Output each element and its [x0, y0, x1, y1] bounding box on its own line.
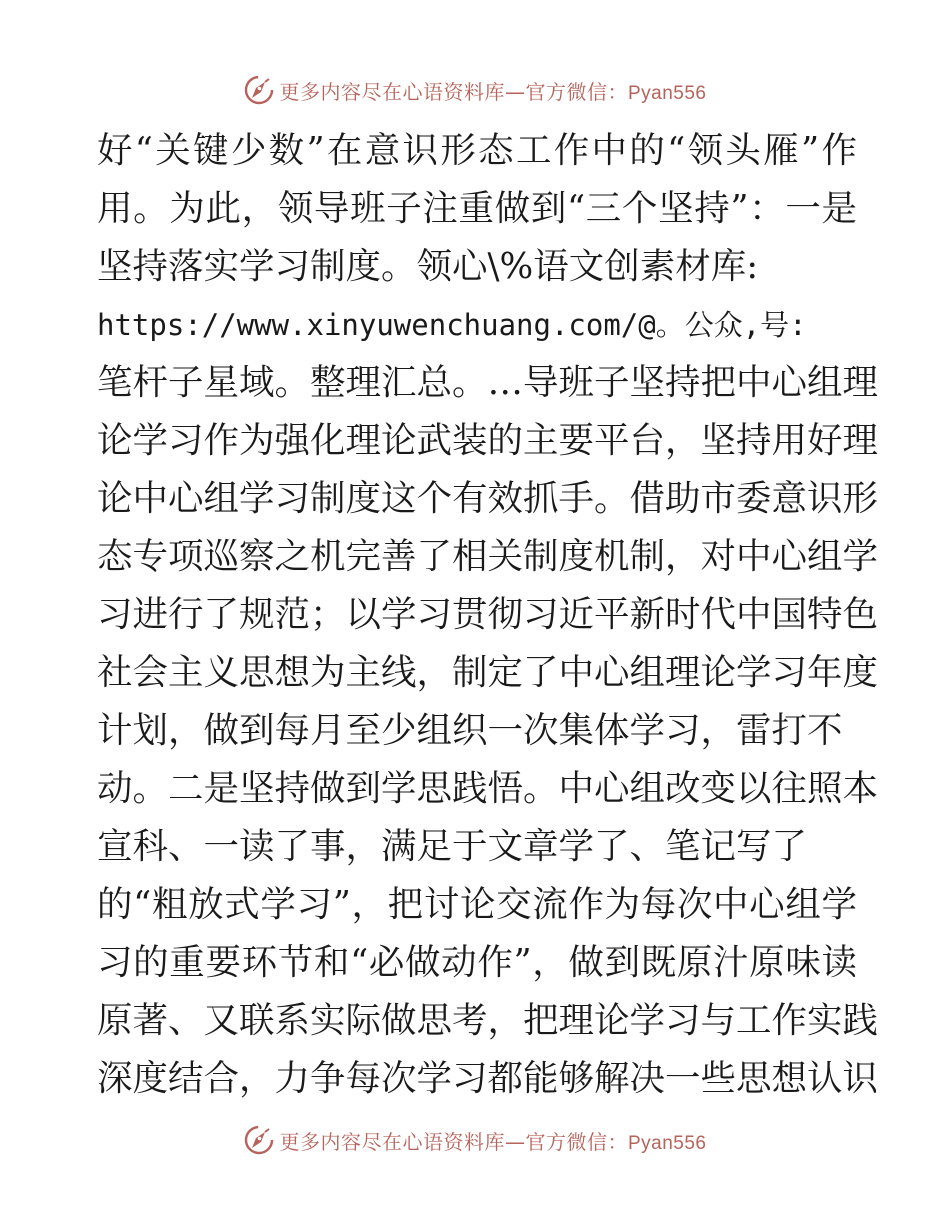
pen-nib-logo-icon: [243, 1124, 275, 1156]
text-line: 坚持落实学习制度。领心\%语文创素材库:: [97, 246, 759, 287]
text-line: 习的重要环节和“必做动作”，做到既原汁原味读: [97, 942, 857, 983]
text-line: 论学习作为强化理论武装的主要平台，坚持用好理: [97, 420, 879, 461]
footer-banner-wechat-id: Pyan556: [627, 1132, 707, 1154]
text-line-url: https://www.xinyuwenchuang.com/@。公众,号:: [97, 308, 807, 342]
pen-nib-logo-icon: [243, 74, 275, 106]
footer-banner-text-cn: 更多内容尽在心语资料库—官方微信：: [279, 1129, 628, 1154]
text-line: 论中心组学习制度这个有效抓手。借助市委意识形: [97, 478, 879, 519]
document-body: [97, 122, 879, 1108]
text-line: 动。二是坚持做到学思践悟。中心组改变以往照本: [97, 768, 879, 809]
text-line: 习进行了规范；以学习贯彻习近平新时代中国特色: [97, 594, 879, 635]
text-line: 宣科、一读了事，满足于文章学了、笔记写了: [97, 826, 808, 867]
text-line: 笔杆子星域。整理汇总。…导班子坚持把中心组理: [97, 362, 879, 403]
text-line: 的“粗放式学习”，把讨论交流作为每次中心组学: [97, 884, 857, 925]
text-line: 好“关键少数”在意识形态工作中的“领头雁”作: [97, 130, 857, 171]
header-banner: [0, 70, 950, 110]
text-line: 态专项巡察之机完善了相关制度机制，对中心组学: [97, 536, 879, 577]
text-line: 用。为此，领导班子注重做到“三个坚持”：一是: [97, 188, 857, 229]
text-line: 社会主义思想为主线，制定了中心组理论学习年度: [97, 652, 879, 693]
header-banner-wechat-id: Pyan556: [627, 82, 707, 104]
footer-banner-text: [279, 1126, 706, 1155]
header-banner-text: [279, 76, 706, 105]
text-line: 计划，做到每月至少组织一次集体学习，雷打不: [97, 710, 843, 751]
header-banner-text-cn: 更多内容尽在心语资料库—官方微信：: [279, 79, 628, 104]
text-line: 原著、又联系实际做思考，把理论学习与工作实践: [97, 1000, 879, 1041]
text-line: 深度结合，力争每次学习都能够解决一些思想认识: [97, 1058, 879, 1099]
footer-banner: [0, 1120, 950, 1160]
